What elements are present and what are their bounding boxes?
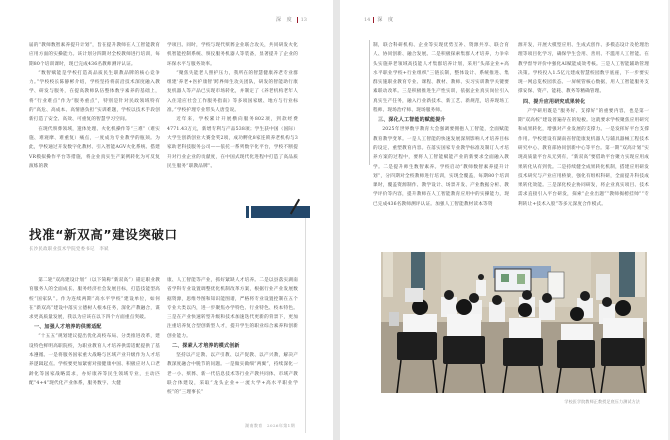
paragraph: 学项目。同时，学校与现代殡葬企业联合攻关，共同研发火化机智能控制系统、殡仪服务机器人等装备，显著提升了企业的环保水平与服务效率。 xyxy=(167,43,298,67)
photo-caption: 学校医学院教师正教授足底压力测试方法 xyxy=(564,399,640,404)
page-number: 14 xyxy=(364,16,371,23)
right-page xyxy=(340,0,670,440)
left-top-column-1 xyxy=(29,41,160,171)
running-head-right xyxy=(364,16,395,23)
right-column-1 xyxy=(373,41,509,209)
paragraph: “聚焦失能老人照护压力，我所在的智慧健康养老专业群组建‘养老+医护康智’跨界师生攻关团队，研发的智能助行康复机器人等产品已实现市场转化，并制定了《养老机构老年人入住适应社会工作服务指南》等多项国家级、地方与行业标准。”学校护理专业带头人唐莹说。 xyxy=(167,70,298,114)
left-top-column-2 xyxy=(167,41,298,171)
running-head-left xyxy=(276,16,307,23)
paragraph: 产学研用既是“服务好、支撑好”的重要内容，也是第一期“双高校”建设普遍存在的短板。这就要求学校聚焦应用研究和成果转化，增强对产业发展的支撑力。一是发挥好平台支撑作用。学校建设有湖南省智能康复机器人与辅具器械工程技术研究中心、教育部协同创新中心等平台。第一期“双高计划”实现高质量平台从无到有，“新双高”要借助平台聚力实现应用成果转化从有到优。二是持续健全成果转化机制，搭建应用研发技术研究与产业应用桥梁，强化有组织科研，全面提升科技成果转化效能。三是深化校企协同研发，将企业真实项目、技术需求直接引入平台研发，探索“企业出题”“教师揭榜挂帅”“专利转让+技术入股”等多元深度合作模式。 xyxy=(518,108,649,207)
section-heading: 二、探索人才培养的模式创新 xyxy=(172,343,240,350)
article-column-2 xyxy=(167,276,298,398)
paragraph: 近年来，学校累计开展横向服务802项，到款经费4771.43万元，新增专利与产品538项；学生获中国（国际）大学生创新创业大赛金奖2项，成功孵化8家连锁养老机构与3家助老科技服务公司——依托一系列数字化平台，学校不断提升对行业企业的贡献度，在中国式现代化进程中打造了高品质民生服务“职教品牌”。 xyxy=(167,117,298,169)
left-page xyxy=(0,0,333,440)
banner-block-small xyxy=(246,206,249,218)
photo-illustration xyxy=(381,252,647,393)
paragraph: 2025年世界数字教育大会强调要拥抱人工智能，全面赋能教育教学变革。一是人工智能的快速发展深刻影响人才培养目标的设定、重塑教育内容。在落实国家专业教学标准及制订人才培养方案的过程中，要将人工智能赋能产业的新要求全面融入教学。二是提升师生数智素养。学校启动“教师数智素养提升计划”，分四期对全校教师进行培训，实现全覆盖，每期80个培训课时，覆盖资源制作、教学设计、场景开发、产业数据分析、教学评价等内容，提升教师在人工智能教育应用中的实操能力，现已完成436名教师测评认证。加强人工智能教材读本等资 xyxy=(373,127,509,207)
classroom-photo xyxy=(381,252,647,393)
left-margin-rule xyxy=(369,40,370,165)
page-number: 13 xyxy=(300,16,307,23)
paragraph: 第二轮“双高建设计划”（以下简称“新双高”）锚定职业教育服务人的全面成长、服务经济社会发展目标，打造技能型高校“国家队”。作为连续两期“高水平学校”建设单位，如何在“新双高”建设中落实立德树人根本任务，深化产教融合，谋求更高质量发展，我以为应该在以下四个方面重点突破。 xyxy=(29,278,160,321)
page-gutter xyxy=(333,0,340,440)
section-heading: 一、加强人才培养的供需适配 xyxy=(34,324,102,331)
section-heading: 三、深化人工智能的赋能提升 xyxy=(378,117,446,124)
right-column-2 xyxy=(518,41,649,209)
banner-block xyxy=(251,206,310,218)
red-divider-bar xyxy=(373,17,374,23)
paragraph: “十五五”规划建议提出优化高校布局、分类推进改革，建设特色鲜明高职院校，为职业教育人才培养供需适配提供了基本遵循。一是将服务国家重大战略与区域产业升级作为人才培养逻辑起点。学校要更加紧密对接健康中国、积极应对人口老龄化等国家战略需求，办好康养等民生领域专业，主动匹配“4+4”现代化产业体系，服务数字、大健 xyxy=(29,334,160,386)
paragraph: 源开发，开展大模型应用、生成式创作、多模态设计及伦理治理等项目化学习，确保学生会用、善用、不滥用人工智能。在教学督导评价中强化AI赋能成效考核。三是人工智能辅助管理决策。学校投入1.5亿元建成智慧校园数字底座，下一步要实现一网总览校园状态、一屏统管核心数据，用人工智能服务支撑安保、资产、能耗、教务等精确管理。 xyxy=(518,43,649,95)
article-banner-decoration xyxy=(246,206,310,218)
article-title: 找准“新双高”建设突破口 xyxy=(29,227,178,242)
section-heading: 四、提升应用研究成果转化 xyxy=(523,98,586,105)
page-footer: 湖南教育 2026年第1期 xyxy=(245,423,295,428)
vertical-rule xyxy=(305,218,306,433)
section-label: 深 度 xyxy=(276,17,294,23)
paragraph: 康、人工智能等产业，抓好紧缺人才培养。二是以县落实湖南省学科专业设置调整优化机制改革方案，根据行业产业发展数据资源，思维导图和知识能图谱，严格将专业设置控制在五个专业大类以内，进一步聚焦办学特色、行业特色、校本特色。三是在产业快速转型升级和技术加速迭代更新的背景下，更加注重培养复合型创新型人才，提升学生的职业综合素养和创新创业能力。 xyxy=(167,278,298,339)
paragraph: 制，联合科研机构、企业等实现优势互补、资源共享、联合育人、协同创新、融合发展。二是积极探索集群人才培养，力争牵头实施养老领域高技能人才集群培养计划，采用“头部企业+高水平职业学校+行业组织”三链长制，整体设计、系统推进、集群实施职业教育专业、课程、教材、教师、实习实训教学关键要素联动改革。三是积极推进生产性实训，依据企业真实岗位引入真实生产任务，融入行业新技术、新工艺、新规范，培养现场工程师、现场治疗师、现场服务师。 xyxy=(373,43,509,114)
paragraph: 坚持以产定教、以产引教、以产促教、以产兴教，解决产教深度融合中脱节的问题。一是做实做细“两翼”，持续深化一老一小、殡葬、新一代信息技术等行业产教共同体、市域产教联合体建设，采取“龙头企业+一流大学+高水平职业学校”的“三理事长” xyxy=(167,353,298,396)
paragraph: 届的“教师数智素养提升计划”，旨在提升教师在人工智能教育应用方面的实操能力。该计划分四期对全校教师进行培训，每期80个培训课时，现已完成436名教师测评认证。 xyxy=(29,43,160,67)
article-column-1 xyxy=(29,276,160,388)
red-divider-bar xyxy=(297,17,298,23)
paragraph: 在现代殡葬领域，遗体处理、火化机操作等“三难”（难实施、难观摩、难重复）痛点，一度成为专业教学的瓶颈。为此，学校通过开发数字化教材、引入智能AGV火化系统、搭建VR模拟操作平台等措施，将企业真实生产案例转化为可反复演练的教 xyxy=(29,126,160,169)
section-label: 深 度 xyxy=(377,17,395,23)
article-byline: 长沙民政职业技术学院党委书记 李斌 xyxy=(29,247,109,252)
paragraph: “数智赋能是学校打造高品质民生职教品牌的核心竞争力。”学校校长陈静彬介绍，学校坚持将前沿技术深度融入教学、研发与服务，在提高教师队伍整体数字素养的基础上，将“行业难点”作为“服务重点”，特别是针对民政领域特有的“高危、高成本、高情感负担”实训难题，学校以技术手段创新打造了安全、高效、可重复的智慧学习空间。 xyxy=(29,70,160,123)
